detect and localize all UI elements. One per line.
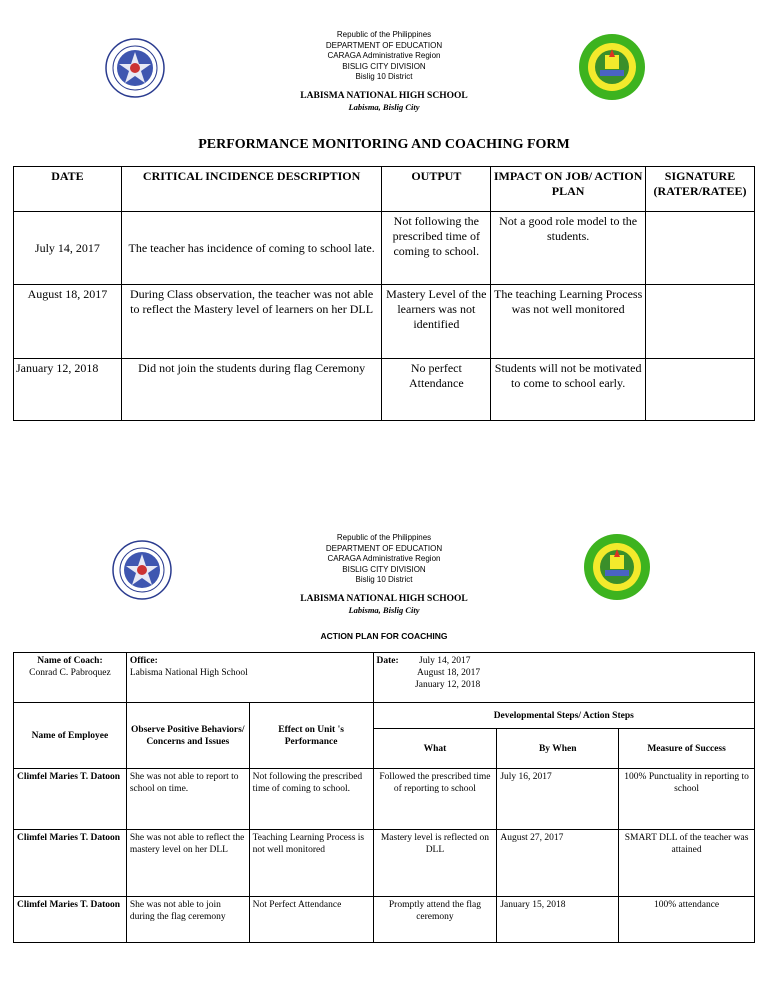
behavior-cell: She was not able to report to school on time. <box>126 769 249 830</box>
effect-cell: Not following the prescribed time of coming to school. <box>249 769 373 830</box>
when-cell: August 27, 2017 <box>497 830 619 897</box>
header-1 <box>0 30 768 113</box>
impact-cell: The teaching Learning Process was not well monitored <box>491 285 646 359</box>
coach-info-row <box>14 653 755 703</box>
employee-cell: Climfel Maries T. Datoon <box>14 897 127 943</box>
header-line: CARAGA Administrative Region <box>327 51 441 60</box>
form2-title: ACTION PLAN FOR COACHING <box>320 631 448 641</box>
column-header: DATE <box>14 167 122 212</box>
what-cell: Followed the prescribed time of reporting to school <box>373 769 497 830</box>
impact-cell: Not a good role model to the students. <box>491 212 646 285</box>
what-cell: Promptly attend the flag ceremony <box>373 897 497 943</box>
header-line: Bislig 10 District <box>355 575 413 584</box>
header-2 <box>0 533 768 616</box>
column-header: Measure of Success <box>619 729 755 769</box>
when-cell: January 15, 2018 <box>497 897 619 943</box>
header-line: Republic of the Philippines <box>336 533 432 542</box>
column-header: Effect on Unit 's Performance <box>249 703 373 769</box>
date-entry: July 14, 2017 <box>419 656 471 666</box>
dev-steps-header: Developmental Steps/ Action Steps <box>373 703 754 729</box>
output-cell: Mastery Level of the learners was not identified <box>382 285 491 359</box>
table-row <box>14 359 755 421</box>
column-header: By When <box>497 729 619 769</box>
column-header: CRITICAL INCIDENCE DESCRIPTION <box>121 167 382 212</box>
signature-cell <box>646 212 755 285</box>
success-cell: SMART DLL of the teacher was attained <box>619 830 755 897</box>
header-line: CARAGA Administrative Region <box>327 554 441 563</box>
signature-cell <box>646 285 755 359</box>
date-cell: January 12, 2018 <box>14 359 122 421</box>
monitoring-table <box>13 166 755 421</box>
coach-cell <box>14 653 127 703</box>
description-cell: During Class observation, the teacher was not able to reflect the Mastery level of learners on her DLL <box>121 285 382 359</box>
coach-label: Name of Coach: <box>37 656 103 666</box>
description-cell: Did not join the students during flag Ceremony <box>121 359 382 421</box>
behavior-cell: She was not able to join during the flag ceremony <box>126 897 249 943</box>
table-header-row <box>14 167 755 212</box>
date-cell: August 18, 2017 <box>14 285 122 359</box>
school-location: Labisma, Bislig City <box>348 101 420 112</box>
employee-cell: Climfel Maries T. Datoon <box>14 830 127 897</box>
date-cell: July 14, 2017 <box>14 212 122 285</box>
action-plan-table <box>13 652 755 943</box>
table-row <box>14 285 755 359</box>
output-cell: Not following the prescribed time of coming to school. <box>382 212 491 285</box>
output-cell: No perfect Attendance <box>382 359 491 421</box>
employee-cell: Climfel Maries T. Datoon <box>14 769 127 830</box>
column-header: What <box>373 729 497 769</box>
date-label: Date: <box>376 656 399 666</box>
date-entry: August 18, 2017 <box>417 668 481 678</box>
office-name: Labisma National High School <box>129 668 248 678</box>
success-cell: 100% attendance <box>619 897 755 943</box>
effect-cell: Not Perfect Attendance <box>249 897 373 943</box>
date-entry: January 12, 2018 <box>415 680 481 690</box>
table-row <box>14 769 755 830</box>
header-line: BISLIG CITY DIVISION <box>342 61 426 71</box>
table-row <box>14 830 755 897</box>
school-name: LABISMA NATIONAL HIGH SCHOOL <box>300 90 468 101</box>
office-label: Office: <box>129 656 158 666</box>
coach-name: Conrad C. Pabroquez <box>29 668 111 678</box>
header-line: DEPARTMENT OF EDUCATION <box>325 543 443 553</box>
column-header: Observe Positive Behaviors/ Concerns and Issues <box>126 703 249 769</box>
date-cell <box>373 653 754 703</box>
success-cell: 100% Punctuality in reporting to school <box>619 769 755 830</box>
header-line: DEPARTMENT OF EDUCATION <box>325 40 443 50</box>
form1-title: PERFORMANCE MONITORING AND COACHING FORM <box>198 137 570 152</box>
office-cell <box>126 653 373 703</box>
when-cell: July 16, 2017 <box>497 769 619 830</box>
what-cell: Mastery level is reflected on DLL <box>373 830 497 897</box>
table-row <box>14 212 755 285</box>
column-header: Name of Employee <box>14 703 127 769</box>
description-cell: The teacher has incidence of coming to school late. <box>121 212 382 285</box>
effect-cell: Teaching Learning Process is not well monitored <box>249 830 373 897</box>
impact-cell: Students will not be motivated to come to school early. <box>491 359 646 421</box>
column-header: OUTPUT <box>382 167 491 212</box>
header-line: BISLIG CITY DIVISION <box>342 564 426 574</box>
school-name: LABISMA NATIONAL HIGH SCHOOL <box>300 593 468 604</box>
dev-steps-row <box>14 703 755 729</box>
signature-cell <box>646 359 755 421</box>
column-header: IMPACT ON JOB/ ACTION PLAN <box>491 167 646 212</box>
date-list <box>415 655 481 691</box>
column-header: SIGNATURE (RATER/RATEE) <box>646 167 755 212</box>
header-line: Bislig 10 District <box>355 72 413 81</box>
school-location: Labisma, Bislig City <box>348 604 420 615</box>
behavior-cell: She was not able to reflect the mastery level on her DLL <box>126 830 249 897</box>
table-row <box>14 897 755 943</box>
header-line: Republic of the Philippines <box>336 30 432 39</box>
